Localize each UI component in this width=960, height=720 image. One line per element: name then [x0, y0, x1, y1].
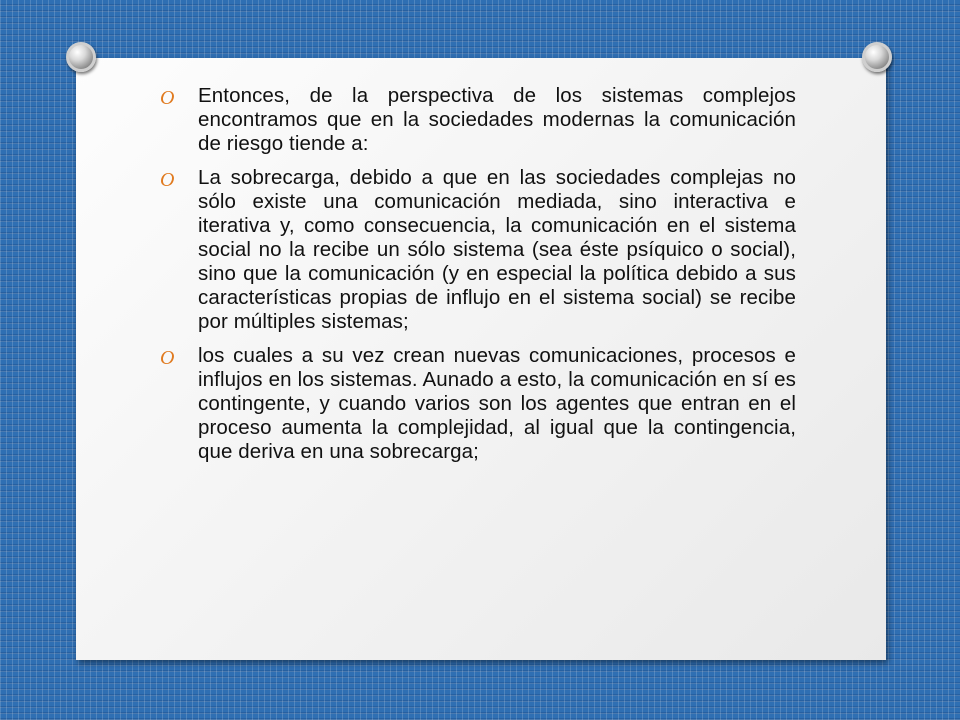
- bullet-o-icon: O: [160, 347, 175, 369]
- pushpin-icon: [66, 42, 96, 72]
- bullet-o-icon: O: [160, 87, 175, 109]
- bullet-item: [160, 344, 796, 464]
- bullet-item: [160, 84, 796, 156]
- bullet-text: los cuales a su vez crean nuevas comunicaciones, procesos e influjos en los sistemas. Aunado a esto, la comunicación en sí es contingente, y cuando varios son los agentes que entran en el proceso aumenta la complejidad, al igual que la contingencia, que deriva en una sobrecarga;: [198, 344, 796, 463]
- slide-content: [160, 84, 796, 474]
- bullet-text: La sobrecarga, debido a que en las sociedades complejas no sólo existe una comunicación mediada, sino interactiva e iterativa y, como consecuencia, la comunicación en el sistema social no la recibe un sólo sistema (sea éste psíquico o social), sino que la comunicación (y en especial la política debido a sus características propias de influjo en el sistema social) se recibe por múltiples sistemas;: [198, 166, 796, 333]
- bullet-item: [160, 166, 796, 334]
- bullet-o-icon: O: [160, 169, 175, 191]
- pushpin-icon: [862, 42, 892, 72]
- bullet-text: Entonces, de la perspectiva de los sistemas complejos encontramos que en la sociedades modernas la comunicación de riesgo tiende a:: [198, 84, 796, 155]
